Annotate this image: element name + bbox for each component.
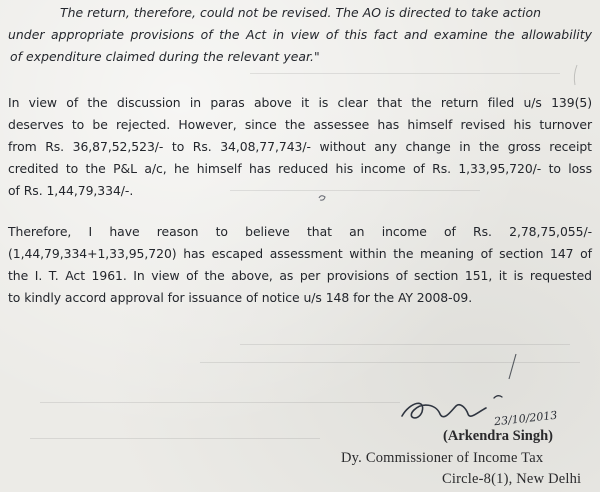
paragraph-approval-request (8, 221, 592, 309)
paragraph-line: (1,44,79,334+1,33,95,720) has escaped assessment within the meaning of section 147 of (8, 246, 592, 261)
bleed-through-line (30, 438, 320, 439)
paragraph-line: Therefore, I have reason to believe that an income of Rs. 2,78,75,055/- (8, 224, 592, 239)
paragraph-line: credited to the P&L a/c, he himself has reduced his income of Rs. 1,33,95,720/- to loss (8, 161, 592, 176)
paragraph-line: deserves to be rejected. However, since the assessee has himself revised his turnover (8, 117, 592, 132)
quote-line: under appropriate provisions of the Act in view of this fact and examine the allowability (8, 27, 592, 42)
quoted-excerpt (8, 2, 592, 68)
quote-line: The return, therefore, could not be revised. The AO is directed to take action (60, 5, 542, 20)
quote-line: of expenditure claimed during the relevant year." (10, 49, 320, 64)
paragraph-line: of Rs. 1,44,79,334/-. (8, 183, 134, 198)
signatory-designation: Dy. Commissioner of Income Tax (341, 450, 544, 466)
signature-date: 23/10/2013 (493, 408, 558, 429)
pen-tick (562, 62, 582, 88)
paragraph-line: from Rs. 36,87,52,523/- to Rs. 34,08,77,743/- without any change in the gross receipt (8, 139, 592, 154)
signatory-name: (Arkendra Singh) (443, 428, 553, 444)
bleed-through-line (240, 344, 570, 345)
pen-mark (316, 192, 328, 204)
bleed-through-line (250, 73, 560, 74)
bleed-through-line (40, 402, 400, 403)
signatory-office: Circle-8(1), New Delhi (442, 471, 582, 487)
paragraph-rejection (8, 92, 592, 202)
bleed-through-line (200, 362, 580, 363)
paragraph-line: In view of the discussion in paras above it is clear that the return filed u/s 139(5) (8, 95, 592, 110)
pen-stroke (506, 352, 520, 382)
paragraph-line: to kindly accord approval for issuance of notice u/s 148 for the AY 2008-09. (8, 290, 473, 305)
paragraph-line: the I. T. Act 1961. In view of the above, as per provisions of section 151, it is requested (8, 268, 592, 283)
